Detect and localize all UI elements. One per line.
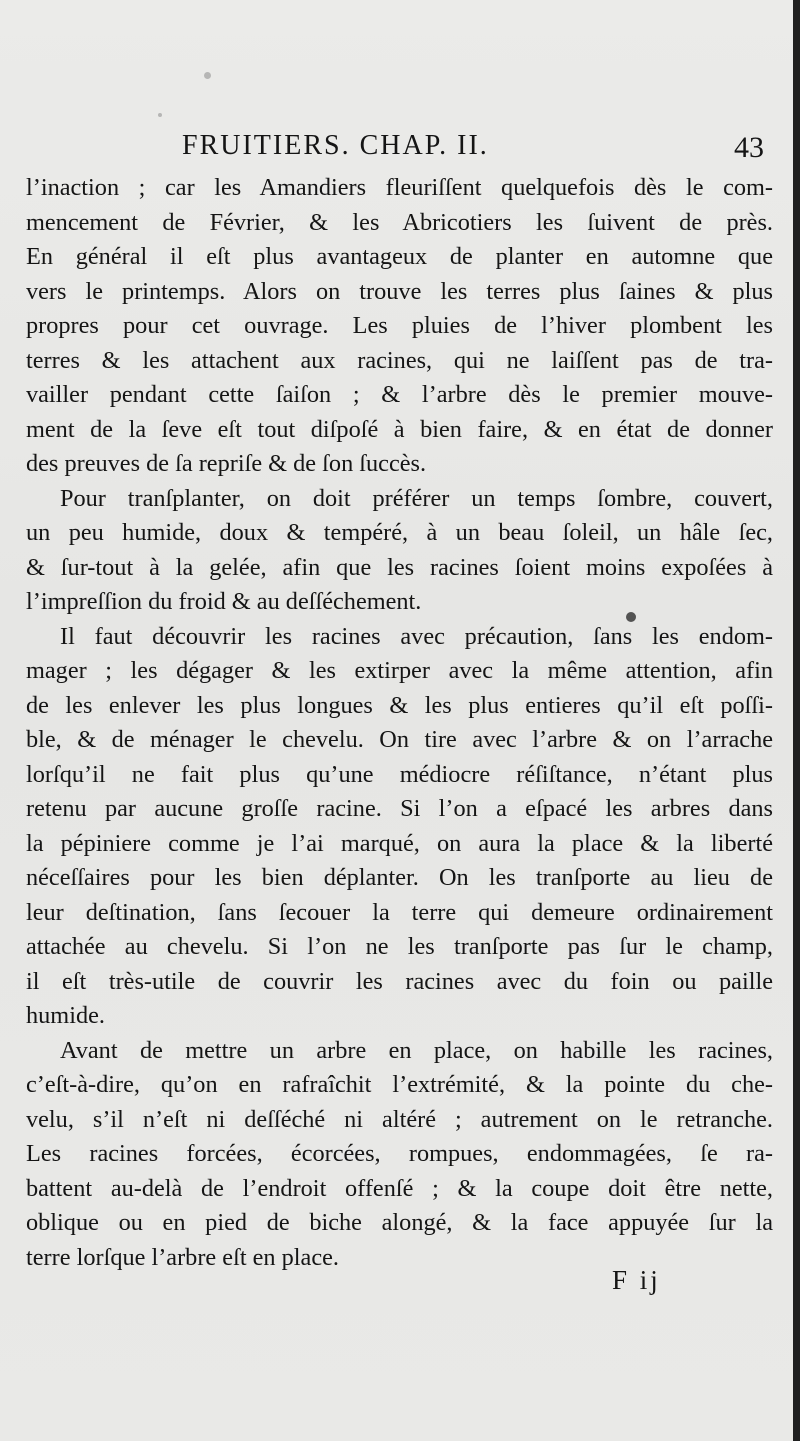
text-line: des preuves de ſa repriſe & de ſon ſuccès. (26, 450, 427, 477)
text-line: il eſt très-utile de couvrir les racines avec du foin ou paille (26, 967, 773, 995)
text-line: l’impreſſion du froid & au deſſéchement. (26, 588, 422, 615)
text-line: battent au-delà de l’endroit offenſé ; & la coupe doit être nette, (26, 1174, 773, 1202)
text-line: retenu par aucune groſſe racine. Si l’on a eſpacé les arbres dans (26, 795, 773, 822)
text-line: la pépiniere comme je l’ai marqué, on aura la place & la liberté (26, 829, 773, 857)
text-line: Les racines forcées, écorcées, rompues, endommagées, ſe ra- (26, 1140, 773, 1167)
text-line: vers le printemps. Alors on trouve les terres plus ſaines & plus (26, 277, 773, 305)
text-line: lorſqu’il ne fait plus qu’une médiocre réſiſtance, n’étant plus (26, 760, 773, 788)
text-line: Pour tranſplanter, on doit préférer un temps ſombre, couvert, (60, 484, 773, 512)
text-line: Avant de mettre un arbre en place, on habille les racines, (60, 1036, 773, 1064)
running-head: FRUITIERS. CHAP. II. (182, 130, 489, 161)
text-line: propres pour cet ouvrage. Les pluies de l’hiver plombent les (26, 312, 773, 339)
page-edge-shadow (793, 0, 800, 1441)
text-line: ment de la ſeve eſt tout diſpoſé à bien faire, & en état de donner (26, 415, 773, 443)
text-line: humide. (26, 1002, 105, 1029)
text-line: attachée au chevelu. Si l’on ne les tranſporte pas ſur le champ, (26, 933, 773, 960)
text-line: & ſur-tout à la gelée, afin que les racines ſoient moins expoſées à (26, 553, 773, 581)
paragraph (26, 171, 773, 482)
paper-speck (158, 113, 162, 117)
text-line: c’eſt-à-dire, qu’on en rafraîchit l’extrémité, & la pointe du che- (26, 1071, 773, 1098)
text-line: oblique ou en pied de biche alongé, & la face appuyée ſur la (26, 1209, 773, 1236)
paper-speck (204, 72, 211, 79)
text-line: néceſſaires pour les bien déplanter. On les tranſporte au lieu de (26, 864, 773, 891)
text-line: vailler pendant cette ſaiſon ; & l’arbre dès le premier mouve- (26, 381, 773, 408)
text-line: mencement de Février, & les Abricotiers les ſuivent de près. (26, 208, 773, 236)
paragraph (26, 620, 773, 1034)
text-line: ble, & de ménager le chevelu. On tire avec l’arbre & on l’arrache (26, 726, 773, 753)
text-line: velu, s’il n’eſt ni deſſéché ni altéré ; autrement on le retranche. (26, 1105, 773, 1133)
text-line: leur deſtination, ſans ſecouer la terre qui demeure ordinairement (26, 898, 773, 926)
signature-mark: F ij (612, 1265, 661, 1295)
page-header (0, 126, 800, 166)
text-line: terre lorſque l’arbre eſt en place. (26, 1243, 339, 1271)
paragraph (26, 482, 773, 620)
paragraph (26, 1034, 773, 1276)
text-line: En général il eſt plus avantageux de planter en automne que (26, 243, 773, 270)
text-line: mager ; les dégager & les extirper avec la même attention, afin (26, 657, 773, 684)
text-line: un peu humide, doux & tempéré, à un beau ſoleil, un hâle ſec, (26, 519, 773, 546)
body-text (26, 171, 773, 1275)
text-line: de les enlever les plus longues & les plus entieres qu’il eſt poſſi- (26, 691, 773, 719)
page-number: 43 (734, 131, 764, 164)
text-line: l’inaction ; car les Amandiers fleuriſſent quelquefois dès le com- (26, 174, 773, 201)
text-line: Il faut découvrir les racines avec précaution, ſans les endom- (60, 622, 773, 650)
text-line: terres & les attachent aux racines, qui ne laiſſent pas de tra- (26, 346, 773, 374)
